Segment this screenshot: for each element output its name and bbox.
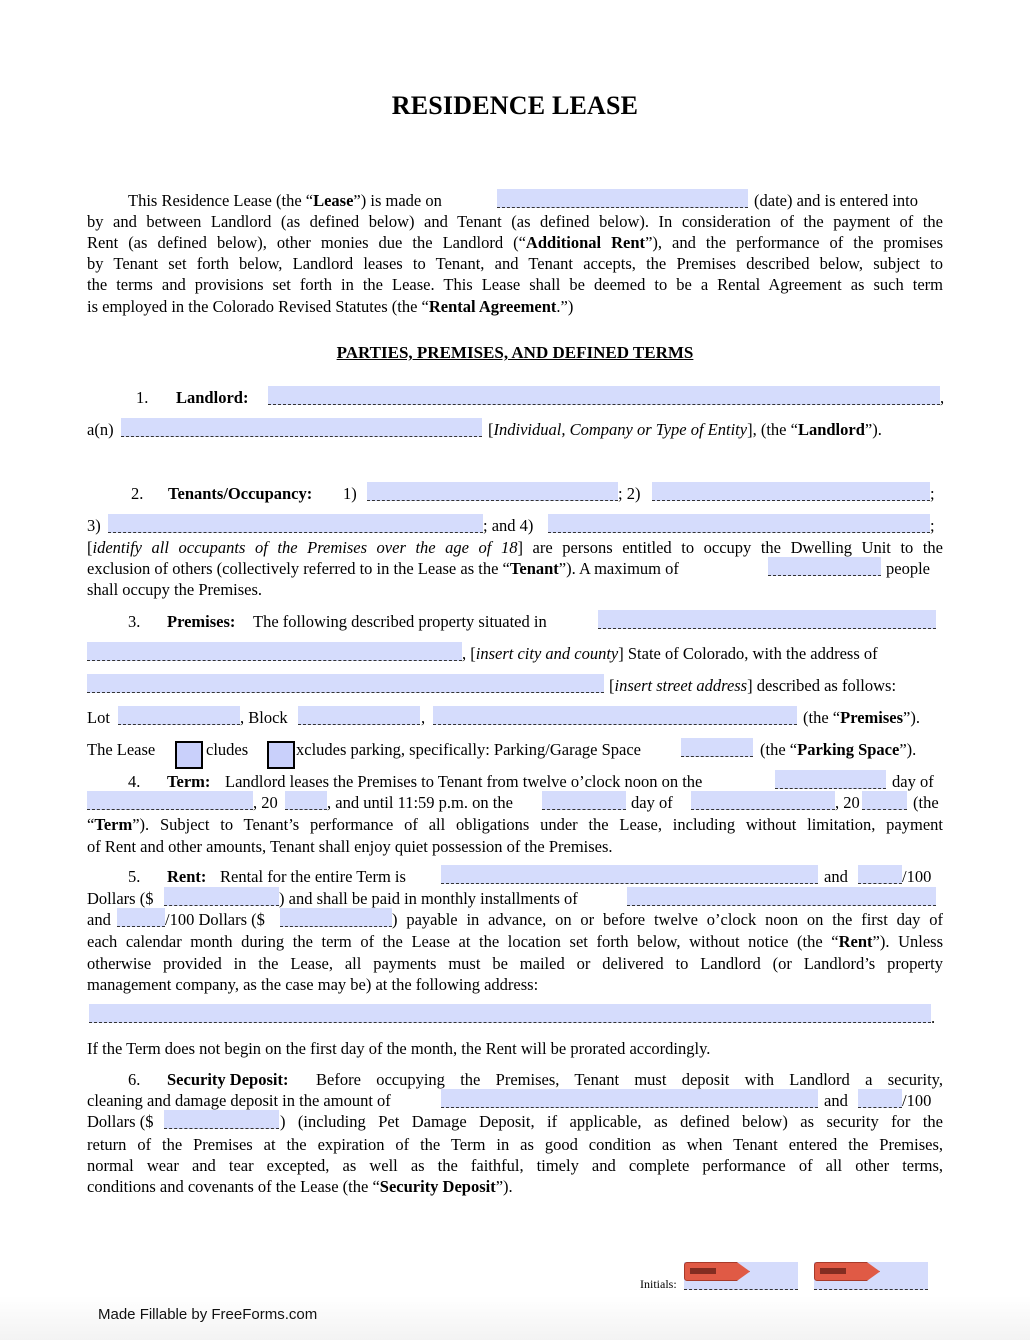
sign-here-arrow-icon — [814, 1262, 880, 1281]
s3-comma: , — [421, 708, 426, 727]
s5-line-3: ) payable in advance, on or before twelve o’clock noon on the first day of — [392, 910, 943, 929]
lease-date-field[interactable] — [497, 189, 748, 208]
payment-address-field[interactable] — [89, 1004, 931, 1023]
term-end-day-field[interactable] — [542, 791, 626, 810]
s2-semi-1: ; — [930, 484, 935, 503]
term-start-month-field[interactable] — [87, 791, 253, 810]
street-address-field[interactable] — [87, 674, 604, 693]
s3-premises-tail: (the “Premises”). — [803, 708, 920, 727]
intro-line-6: is employed in the Colorado Revised Statutes (the “Rental Agreement.”) — [87, 297, 574, 316]
term-end-month-field[interactable] — [691, 791, 835, 810]
document-title: RESIDENCE LEASE — [391, 91, 639, 120]
sign-here-arrow-icon — [684, 1262, 750, 1281]
s6-and: and — [824, 1091, 848, 1110]
s5-line-6: management company, as the case may be) at the following address: — [87, 975, 539, 994]
s5-line-5: otherwise provided in the Lease, all payments must be mailed or delivered to Landlord (or Landlord’s property — [87, 954, 943, 973]
s1-an: a(n) — [87, 420, 114, 439]
s4-20-2: , 20 — [835, 793, 860, 812]
deposit-cents-field[interactable] — [858, 1089, 902, 1108]
s2-t2-label: ; 2) — [618, 484, 641, 503]
intro-line-4: by Tenant set forth below, Landlord leases to Tenant, and Tenant accepts, the Premises described below, subject to — [87, 254, 943, 273]
s2-semi-2: ; — [930, 516, 935, 535]
landlord-name-field[interactable] — [268, 386, 940, 405]
s5-dollars-1: Dollars ($ — [87, 889, 154, 908]
tenant-1-field[interactable] — [367, 482, 618, 501]
s1-entity-tail: [Individual, Company or Type of Entity], (the “Landlord”). — [488, 420, 882, 439]
parking-space-field[interactable] — [681, 738, 753, 757]
s1-number: 1. — [136, 388, 149, 407]
s4-day-of-1: day of — [892, 772, 934, 791]
s3-block-label: , Block — [240, 708, 288, 727]
city-county-field[interactable] — [87, 642, 462, 661]
s6-line-6: conditions and covenants of the Lease (the “Security Deposit”). — [87, 1177, 513, 1196]
s5-cents-1: /100 — [902, 867, 932, 886]
monthly-rent-cents-field[interactable] — [117, 908, 165, 927]
includes-parking-checkbox[interactable] — [175, 741, 203, 769]
term-end-year-field[interactable] — [862, 791, 907, 810]
intro-line-1: This Residence Lease (the “Lease”) is made on — [128, 191, 442, 210]
s5-dollars-2: /100 Dollars ($ — [165, 910, 265, 929]
tenant-2-field[interactable] — [652, 482, 930, 501]
initials-label: Initials: — [640, 1277, 677, 1291]
s3-line-3: [insert street address] described as follows: — [609, 676, 897, 695]
total-rent-amount-field[interactable] — [164, 887, 279, 906]
s5-line-1: Rental for the entire Term is — [220, 867, 406, 886]
s5-and-1: and — [824, 867, 848, 886]
lot-field[interactable] — [118, 706, 240, 725]
s5-period: . — [931, 1008, 936, 1027]
s6-line-2: cleaning and damage deposit in the amount of — [87, 1091, 391, 1110]
intro-line-2: by and between Landlord (as defined below) and Tenant (as defined below). In consideration of the payment of the — [87, 212, 943, 231]
subdivision-field[interactable] — [433, 706, 797, 725]
s6-number: 6. — [128, 1070, 141, 1089]
s2-number: 2. — [131, 484, 144, 503]
s1-label: Landlord: — [176, 388, 249, 407]
total-rent-words-field[interactable] — [441, 865, 818, 884]
s6-line-4: return of the Premises at the expiration of the Term in as good condition as when Tenant entered the Premises, — [87, 1135, 943, 1154]
s2-label: Tenants/Occupancy: — [168, 484, 313, 503]
s5-line-2: ) and shall be paid in monthly installments of — [279, 889, 578, 908]
s5-prorate: If the Term does not begin on the first day of the month, the Rent will be prorated accordingly. — [87, 1039, 711, 1058]
s4-line-3: “Term”). Subject to Tenant’s performance of all obligations under the Lease, including without limitation, payment — [87, 815, 943, 834]
footer-credit: Made Fillable by FreeForms.com — [98, 1306, 318, 1323]
s6-dollars: Dollars ($ — [87, 1112, 154, 1131]
s3-lot-label: Lot — [87, 708, 110, 727]
s3-line-1: The following described property situated in — [253, 612, 547, 631]
s4-until: , and until 11:59 p.m. on the — [327, 793, 513, 812]
s6-cents: /100 — [902, 1091, 932, 1110]
term-start-day-field[interactable] — [775, 770, 886, 789]
s4-number: 4. — [128, 772, 141, 791]
s4-20-1: , 20 — [253, 793, 278, 812]
intro-line-3: Rent (as defined below), other monies due the Landlord (“Additional Rent”), and the performance of the promises — [87, 233, 943, 252]
landlord-entity-type-field[interactable] — [121, 418, 482, 437]
monthly-rent-words-field[interactable] — [627, 887, 936, 906]
s4-day-of-2: day of — [631, 793, 673, 812]
s2-t4-label: ; and 4) — [483, 516, 534, 535]
s3-includes-label: cludes — [206, 740, 249, 759]
max-occupants-field[interactable] — [768, 557, 881, 576]
term-start-year-field[interactable] — [285, 791, 327, 810]
s6-label: Security Deposit: — [167, 1070, 289, 1089]
tenant-3-field[interactable] — [108, 514, 483, 533]
s2-line-5: shall occupy the Premises. — [87, 580, 263, 599]
s4-the: (the — [913, 793, 939, 812]
s2-line-4: exclusion of others (collectively referred to in the Lease as the “Tenant”). A maximum of — [87, 559, 679, 578]
total-rent-cents-field[interactable] — [858, 865, 902, 884]
tenant-4-field[interactable] — [548, 514, 930, 533]
s4-line-1: Landlord leases the Premises to Tenant from twelve o’clock noon on the — [225, 772, 703, 791]
s6-line-5: normal wear and tear excepted, as well as the faithful, timely and complete performance of all other terms, — [87, 1156, 943, 1175]
s6-line-3: ) (including Pet Damage Deposit, if applicable, as defined below) as security for the — [280, 1112, 943, 1131]
s6-line-1: Before occupying the Premises, Tenant must deposit with Landlord a security, — [316, 1070, 943, 1089]
s4-line-4: of Rent and other amounts, Tenant shall enjoy quiet possession of the Premises. — [87, 837, 613, 856]
s1-comma: , — [940, 388, 945, 407]
s5-number: 5. — [128, 867, 141, 886]
block-field[interactable] — [298, 706, 420, 725]
intro-line-5: the terms and provisions set forth in the Lease. This Lease shall be deemed to be a Rental Agreement as such term — [87, 275, 943, 294]
s3-label: Premises: — [167, 612, 236, 631]
s5-label: Rent: — [167, 867, 207, 886]
s4-label: Term: — [167, 772, 211, 791]
s5-and-2: and — [87, 910, 111, 929]
s3-parking-tail: (the “Parking Space”). — [760, 740, 917, 759]
intro-line-1-tail: (date) and is entered into — [754, 191, 919, 210]
s3-excludes-label: xcludes parking, specifically: Parking/Garage Space — [296, 740, 642, 759]
section-heading: PARTIES, PREMISES, AND DEFINED TERMS — [336, 343, 694, 362]
s3-number: 3. — [128, 612, 141, 631]
s2-t1-label: 1) — [343, 484, 357, 503]
s2-line-3: [identify all occupants of the Premises over the age of 18] are persons entitled to occupy the Dwelling Unit to the — [87, 538, 943, 557]
s3-parking-label: The Lease — [87, 740, 156, 759]
city-field-1[interactable] — [598, 610, 936, 629]
s2-people: people — [886, 559, 930, 578]
s3-line-2: , [insert city and county] State of Colorado, with the address of — [462, 644, 878, 663]
monthly-rent-amount-field[interactable] — [280, 908, 392, 927]
s2-t3-label: 3) — [87, 516, 101, 535]
deposit-words-field[interactable] — [441, 1089, 818, 1108]
s5-line-4: each calendar month during the term of the Lease at the location set forth below, without notice (the “Rent”). Unless — [87, 932, 944, 951]
excludes-parking-checkbox[interactable] — [267, 741, 295, 769]
deposit-amount-field[interactable] — [164, 1110, 279, 1129]
